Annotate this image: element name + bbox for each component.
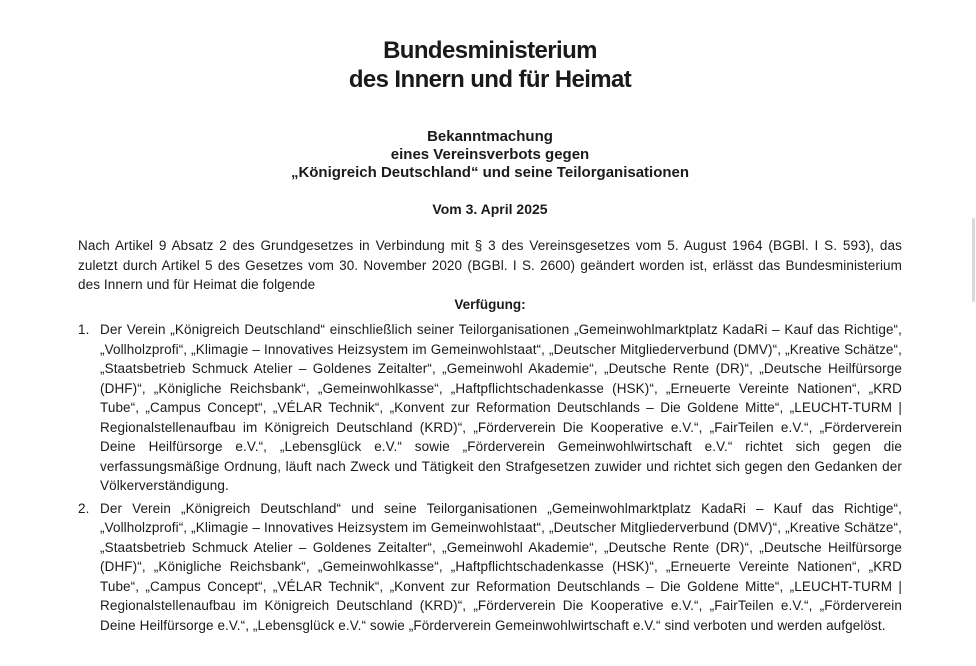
ministry-header xyxy=(78,36,902,94)
ministry-title-line1: Bundesministerium xyxy=(383,37,597,64)
decree-list xyxy=(78,320,902,635)
ministry-title-line2: des Innern und für Heimat xyxy=(348,66,632,93)
decree-item-2 xyxy=(78,499,902,636)
notice-title-line1: Bekanntmachung xyxy=(427,128,553,145)
date-line: Vom 3. April 2025 xyxy=(432,201,548,217)
decree-item-2-text: Der Verein „Königreich Deutschland“ und seine Teilorganisationen „Gemeinwohlmarktplatz KadaRi – Kauf das Richtige“, „Vollholzprofi“, „Klimagie – Innovatives Heizsystem im Gemeinwohlstaat“, „Deutscher Mitgliederverbund (DMV)“, „Kreative Schätze“, „Staatsbetrieb Schmuck Atelier – Goldenes Zeitalter“, „Gemeinwohl Akademie“, „Deutsche Rente (DR)“, „Deutsche Heilfürsorge (DHF)“, „Königliche Reichsbank“, „Gemeinwohlkasse“, „Haftpflichtschadenkasse (HSK)“, „Erneuerte Vereinte Nationen“, „KRD Tube“, „Campus Concept“, „VÉLAR Technik“, „Konvent zur Reformation Deutschlands – Die Goldene Mitte“, „LEUCHT-TURM | Regionalstellenaufbau im Königreich Deutschland (KRD)“, „Förderverein Die Kooperative e.V.“, „FairTeilen e.V.“, „Förderverein Deine Heilfürsorge e.V.“, „Lebensglück e.V.“ sowie „Förderverein Gemeinwohlwirtschaft e.V.“ sind verboten und werden aufgelöst. xyxy=(100,500,902,633)
notice-title xyxy=(78,128,902,182)
intro-paragraph: Nach Artikel 9 Absatz 2 des Grundgesetzes in Verbindung mit § 3 des Vereinsgesetzes vom 5. August 1964 (BGBl. I S. 593), das zuletzt durch Artikel 5 des Gesetzes vom 30. November 2020 (BGBl. I S. 2600) geändert worden ist, erlässt das Bundesministerium des Innern und für Heimat die folgende xyxy=(78,238,902,292)
decree-item-1-number: 1. xyxy=(78,322,90,337)
decree-heading: Verfügung: xyxy=(454,296,526,312)
decree-item-2-number: 2. xyxy=(78,500,90,516)
decree-item-1-text: Der Verein „Königreich Deutschland“ einschließlich seiner Teilorganisationen „Gemeinwohlmarktplatz KadaRi – Kauf das Richtige“, „Vollholzprofi“, „Klimagie – Innovatives Heizsystem im Gemeinwohlstaat“, „Deutscher Mitgliederverbund (DMV)“, „Kreative Schätze“, „Staatsbetrieb Schmuck Atelier – Goldenes Zeitalter“, „Gemeinwohl Akademie“, „Deutsche Rente (DR)“, „Deutsche Heilfürsorge (DHF)“, „Königliche Reichsbank“, „Gemeinwohlkasse“, „Haftpflichtschadenkasse (HSK)“, „Erneuerte Vereinte Nationen“, „KRD Tube“, „Campus Concept“, „VÉLAR Technik“, „Konvent zur Reformation Deutschlands – Die Goldene Mitte“, „LEUCHT-TURM | Regionalstellenaufbau im Königreich Deutschland (KRD)“, „Förderverein Die Kooperative e.V.“, „FairTeilen e.V.“, „Förderverein Deine Heilfürsorge e.V.“, „Lebensglück e.V.“ sowie „Förderverein Gemeinwohlwirtschaft e.V.“ richtet sich gegen die verfassungsmäßige Ordnung, läuft nach Zweck und Tätigkeit den Strafgesetzen zuwider und richtet sich gegen den Gedanken der Völkerverständigung. xyxy=(100,322,902,493)
notice-title-line3: „Königreich Deutschland“ und seine Teilorganisationen xyxy=(290,164,690,181)
scan-edge-artifact xyxy=(972,218,975,302)
decree-item-1 xyxy=(78,320,902,496)
notice-title-line2: eines Vereinsverbots gegen xyxy=(390,146,590,163)
